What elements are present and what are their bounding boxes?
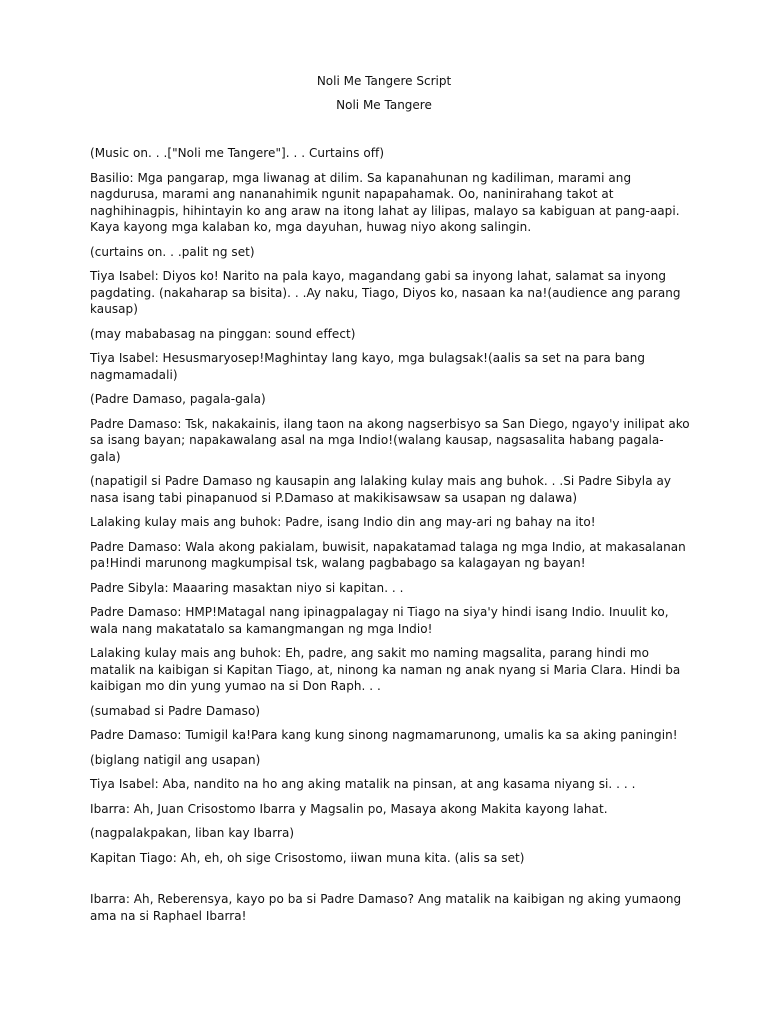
- script-paragraph: Kapitan Tiago: Ah, eh, oh sige Crisostomo, iiwan muna kita. (alis sa set): [90, 850, 525, 865]
- script-paragraph: Lalaking kulay mais ang buhok: Eh, padre, ang sakit mo naming magsalita, parang hindi mo matalik na kaibigan si Kapitan Tiago, at, ninong ka naman ng anak nyang si Maria Clara. Hindi ba kaibigan mo din yung yumao na si Don Raph. . .: [90, 646, 681, 693]
- script-paragraph: (may mababasag na pinggan: sound effect): [90, 326, 356, 341]
- script-paragraph: Ibarra: Ah, Reberensya, kayo po ba si Padre Damaso? Ang matalik na kaibigan ng aking yumaong ama na si Raphael Ibarra!: [90, 892, 682, 923]
- script-paragraph: (biglang natigil ang usapan): [90, 752, 261, 767]
- script-paragraph: Tiya Isabel: Diyos ko! Narito na pala kayo, magandang gabi sa inyong lahat, salamat sa inyong pagdating. (nakaharap sa bisita). . .Ay naku, Tiago, Diyos ko, nasaan ka na!(audience ang parang kausap): [90, 269, 681, 316]
- script-paragraph: Tiya Isabel: Hesusmaryosep!Maghintay lang kayo, mga bulagsak!(aalis sa set na para bang nagmamadali): [90, 351, 646, 382]
- document-subtitle: Noli Me Tangere: [336, 98, 432, 112]
- script-paragraph: Padre Damaso: Tsk, nakakainis, ilang taon na akong nagserbisyo sa San Diego, ngayo'y inilipat ako sa isang bayan; napakawalang asal na mga Indio!(walang kausap, nagsasalita habang pagala-gala): [90, 416, 690, 464]
- script-paragraph: (Padre Damaso, pagala-gala): [90, 392, 266, 406]
- script-paragraph: Padre Sibyla: Maaaring masaktan niyo si kapitan. . .: [90, 580, 404, 595]
- script-paragraph: (curtains on. . .palit ng set): [90, 244, 255, 259]
- document-title: Noli Me Tangere Script: [316, 74, 452, 88]
- script-paragraph: Lalaking kulay mais ang buhok: Padre, isang Indio din ang may-ari ng bahay na ito!: [90, 515, 596, 529]
- blank-line: [90, 874, 690, 891]
- script-paragraph: Tiya Isabel: Aba, nandito na ho ang aking matalik na pinsan, at ang kasama niyang si. . . .: [90, 777, 636, 791]
- script-paragraph: Ibarra: Ah, Juan Crisostomo Ibarra y Magsalin po, Masaya akong Makita kayong lahat.: [90, 801, 608, 816]
- script-paragraph: (Music on. . .["Noli me Tangere"]. . . Curtains off): [90, 146, 385, 160]
- script-paragraph: Padre Damaso: HMP!Matagal nang ipinagpalagay ni Tiago na siya'y hindi isang Indio. Inuulit ko, wala nang makatatalo sa kamangmangan ng mga Indio!: [90, 605, 669, 636]
- script-paragraph: (nagpalakpakan, liban kay Ibarra): [90, 826, 295, 840]
- script-paragraph: Basilio: Mga pangarap, mga liwanag at dilim. Sa kapanahunan ng kadiliman, marami ang nagdurusa, marami ang nananahimik ngunit napapahamak. Oo, naninirahang takot at naghihinagpis, hihintayin ko ang araw na itong lahat ay lilipas, malayo sa kabiguan at pang-aapi. Kaya kayong mga kalaban ko, mga dayuhan, huwag niyo akong salingin.: [90, 170, 680, 234]
- script-paragraph: Padre Damaso: Wala akong pakialam, buwisit, napakatamad talaga ng mga Indio, at makasalanan pa!Hindi marunong magkumpisal tsk, walang pagbabago sa kalagayan ng bayan!: [90, 539, 686, 570]
- script-paragraph: (sumabad si Padre Damaso): [90, 703, 261, 718]
- script-paragraph: Padre Damaso: Tumigil ka!Para kang kung sinong nagmamarunong, umalis ka sa aking paningin!: [90, 728, 678, 742]
- script-paragraph: (napatigil si Padre Damaso ng kausapin ang lalaking kulay mais ang buhok. . .Si Padre Sibyla ay nasa isang tabi pinapanuod si P.Damaso at makikisawsaw sa usapan ng dalawa): [90, 474, 672, 505]
- script-body: [90, 145, 690, 932]
